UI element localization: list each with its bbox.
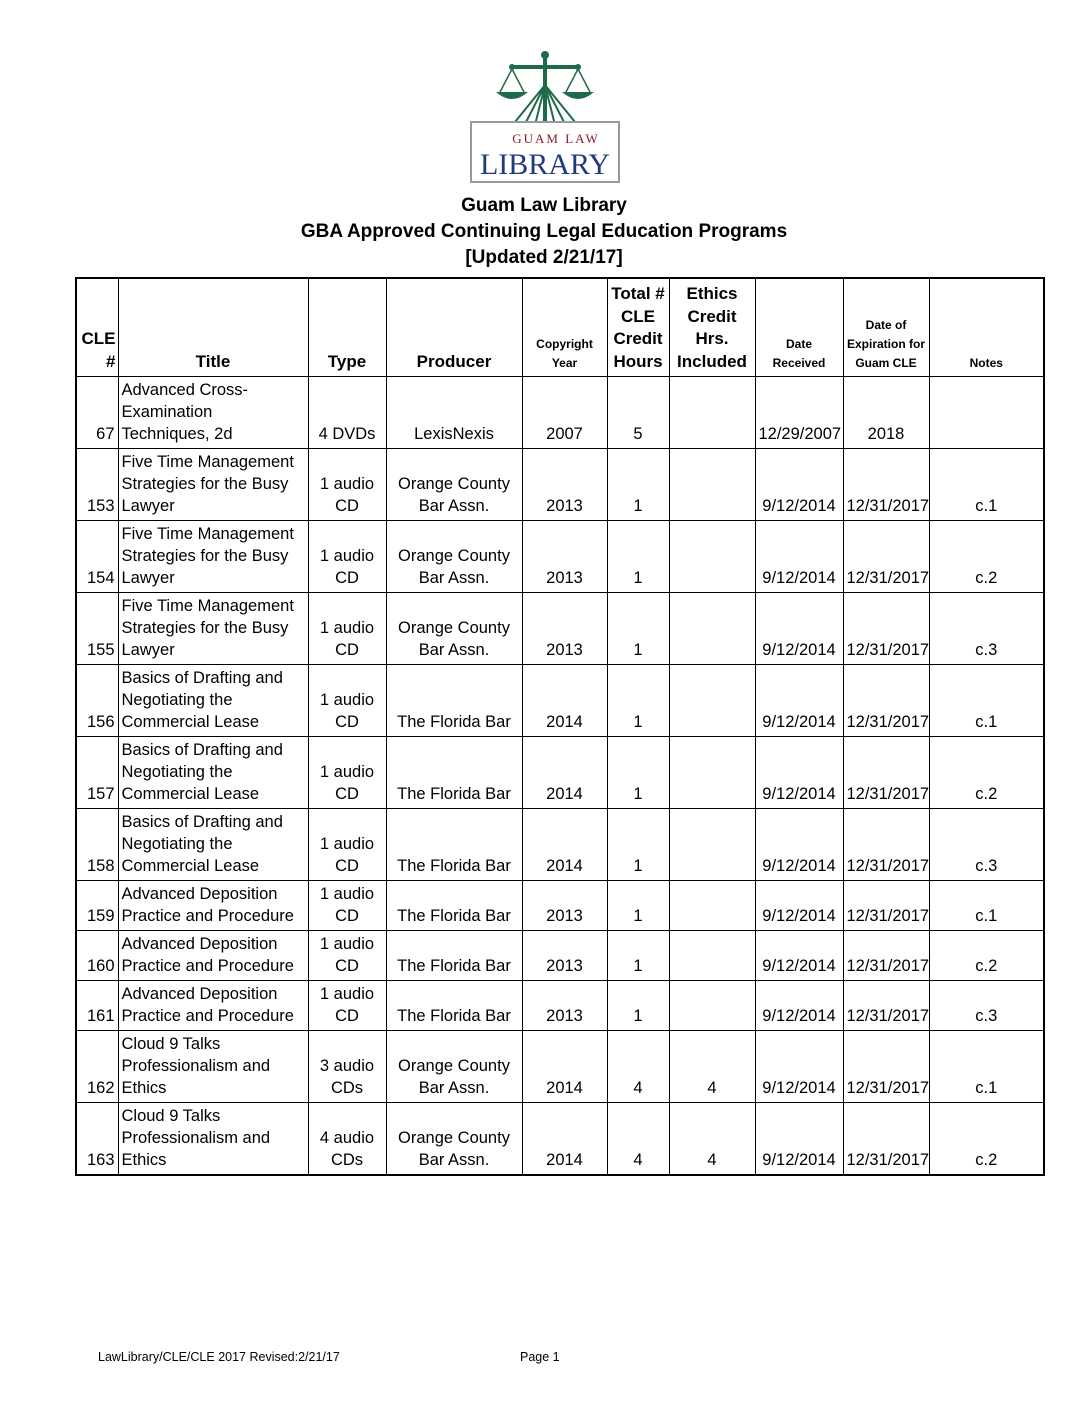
cell-ethics-hours bbox=[669, 931, 755, 981]
cell-cle-number: 163 bbox=[76, 1103, 118, 1176]
cell-producer: The Florida Bar bbox=[386, 931, 522, 981]
cell-copyright-year: 2014 bbox=[522, 665, 607, 737]
cell-ethics-hours bbox=[669, 881, 755, 931]
cell-expiration-date: 12/31/2017 bbox=[843, 1031, 929, 1103]
cell-type: 1 audio CD bbox=[308, 931, 386, 981]
cell-type: 1 audio CD bbox=[308, 665, 386, 737]
cell-copyright-year: 2014 bbox=[522, 737, 607, 809]
guam-law-library-logo bbox=[470, 50, 620, 185]
cell-credit-hours: 1 bbox=[607, 931, 669, 981]
cell-ethics-hours bbox=[669, 521, 755, 593]
cell-notes: c.2 bbox=[929, 931, 1044, 981]
cell-type: 1 audio CD bbox=[308, 593, 386, 665]
cell-copyright-year: 2007 bbox=[522, 377, 607, 449]
cell-date-received: 9/12/2014 bbox=[755, 981, 843, 1031]
cell-cle-number: 162 bbox=[76, 1031, 118, 1103]
cell-title: Basics of Drafting and Negotiating the Commercial Lease bbox=[118, 737, 308, 809]
header-producer: Producer bbox=[386, 278, 522, 377]
cell-ethics-hours bbox=[669, 377, 755, 449]
cell-credit-hours: 1 bbox=[607, 737, 669, 809]
logo-text-top: GUAM LAW bbox=[512, 131, 600, 146]
cell-expiration-date: 12/31/2017 bbox=[843, 449, 929, 521]
table-row bbox=[76, 737, 1044, 809]
cell-cle-number: 160 bbox=[76, 931, 118, 981]
cell-ethics-hours bbox=[669, 981, 755, 1031]
cell-title: Basics of Drafting and Negotiating the Commercial Lease bbox=[118, 665, 308, 737]
cell-notes: c.3 bbox=[929, 593, 1044, 665]
cell-type: 1 audio CD bbox=[308, 737, 386, 809]
cell-copyright-year: 2013 bbox=[522, 593, 607, 665]
cell-date-received: 9/12/2014 bbox=[755, 665, 843, 737]
cell-notes: c.2 bbox=[929, 1103, 1044, 1176]
cell-type: 4 audio CDs bbox=[308, 1103, 386, 1176]
cell-producer: LexisNexis bbox=[386, 377, 522, 449]
cell-cle-number: 155 bbox=[76, 593, 118, 665]
cell-credit-hours: 1 bbox=[607, 449, 669, 521]
cell-title: Cloud 9 Talks Professionalism and Ethics bbox=[118, 1031, 308, 1103]
cell-producer: Orange County Bar Assn. bbox=[386, 1031, 522, 1103]
cell-producer: Orange County Bar Assn. bbox=[386, 1103, 522, 1176]
scales-of-justice-icon bbox=[496, 51, 594, 130]
footer-file-path: LawLibrary/CLE/CLE 2017 Revised:2/21/17 bbox=[98, 1350, 340, 1364]
cell-date-received: 9/12/2014 bbox=[755, 881, 843, 931]
table-body bbox=[76, 377, 1044, 1176]
cell-credit-hours: 1 bbox=[607, 981, 669, 1031]
cell-ethics-hours bbox=[669, 665, 755, 737]
footer-page-number: Page 1 bbox=[520, 1350, 560, 1364]
cell-copyright-year: 2013 bbox=[522, 881, 607, 931]
cell-expiration-date: 12/31/2017 bbox=[843, 665, 929, 737]
cell-notes: c.1 bbox=[929, 665, 1044, 737]
cell-title: Cloud 9 Talks Professionalism and Ethics bbox=[118, 1103, 308, 1176]
cell-expiration-date: 12/31/2017 bbox=[843, 809, 929, 881]
cell-notes: c.2 bbox=[929, 737, 1044, 809]
cell-cle-number: 153 bbox=[76, 449, 118, 521]
cell-credit-hours: 5 bbox=[607, 377, 669, 449]
cell-credit-hours: 1 bbox=[607, 521, 669, 593]
cell-expiration-date: 12/31/2017 bbox=[843, 737, 929, 809]
cell-notes bbox=[929, 377, 1044, 449]
cell-date-received: 9/12/2014 bbox=[755, 931, 843, 981]
cell-copyright-year: 2013 bbox=[522, 931, 607, 981]
cell-cle-number: 161 bbox=[76, 981, 118, 1031]
table-row bbox=[76, 449, 1044, 521]
table-row bbox=[76, 1031, 1044, 1103]
table-row bbox=[76, 1103, 1044, 1176]
cell-date-received: 9/12/2014 bbox=[755, 809, 843, 881]
cell-title: Advanced Deposition Practice and Procedure bbox=[118, 981, 308, 1031]
cell-copyright-year: 2013 bbox=[522, 981, 607, 1031]
cell-cle-number: 154 bbox=[76, 521, 118, 593]
table-row bbox=[76, 377, 1044, 449]
cell-cle-number: 158 bbox=[76, 809, 118, 881]
header-copyright-year: Copyright Year bbox=[522, 278, 607, 377]
table-row bbox=[76, 521, 1044, 593]
cell-notes: c.1 bbox=[929, 449, 1044, 521]
cell-expiration-date: 12/31/2017 bbox=[843, 881, 929, 931]
cell-date-received: 9/12/2014 bbox=[755, 521, 843, 593]
cell-copyright-year: 2013 bbox=[522, 449, 607, 521]
cell-copyright-year: 2013 bbox=[522, 521, 607, 593]
logo-text-bottom: LIBRARY bbox=[479, 148, 611, 181]
table-row bbox=[76, 931, 1044, 981]
cell-copyright-year: 2014 bbox=[522, 809, 607, 881]
cell-date-received: 9/12/2014 bbox=[755, 1031, 843, 1103]
cell-producer: The Florida Bar bbox=[386, 665, 522, 737]
table-header-row bbox=[76, 278, 1044, 377]
cell-producer: The Florida Bar bbox=[386, 881, 522, 931]
cell-title: Five Time Management Strategies for the Busy Lawyer bbox=[118, 521, 308, 593]
cell-credit-hours: 1 bbox=[607, 593, 669, 665]
cell-type: 4 DVDs bbox=[308, 377, 386, 449]
document-updated-date: [Updated 2/21/17] bbox=[465, 247, 623, 268]
cell-type: 1 audio CD bbox=[308, 981, 386, 1031]
cell-producer: Orange County Bar Assn. bbox=[386, 593, 522, 665]
cell-title: Advanced Cross-Examination Techniques, 2d bbox=[118, 377, 308, 449]
cell-date-received: 9/12/2014 bbox=[755, 449, 843, 521]
cell-type: 1 audio CD bbox=[308, 521, 386, 593]
cell-producer: Orange County Bar Assn. bbox=[386, 521, 522, 593]
cell-ethics-hours bbox=[669, 809, 755, 881]
cell-expiration-date: 12/31/2017 bbox=[843, 1103, 929, 1176]
cell-expiration-date: 12/31/2017 bbox=[843, 931, 929, 981]
cell-copyright-year: 2014 bbox=[522, 1103, 607, 1176]
cell-notes: c.3 bbox=[929, 809, 1044, 881]
document-title: Guam Law Library bbox=[461, 195, 627, 216]
cell-notes: c.1 bbox=[929, 1031, 1044, 1103]
cell-expiration-date: 12/31/2017 bbox=[843, 521, 929, 593]
cell-producer: The Florida Bar bbox=[386, 809, 522, 881]
cle-programs-table bbox=[75, 277, 1045, 1176]
cell-cle-number: 156 bbox=[76, 665, 118, 737]
table-row bbox=[76, 593, 1044, 665]
cell-producer: The Florida Bar bbox=[386, 981, 522, 1031]
cell-title: Five Time Management Strategies for the Busy Lawyer bbox=[118, 449, 308, 521]
header-cle-number: CLE # bbox=[76, 278, 118, 377]
cell-title: Five Time Management Strategies for the Busy Lawyer bbox=[118, 593, 308, 665]
table-row bbox=[76, 665, 1044, 737]
cell-producer: Orange County Bar Assn. bbox=[386, 449, 522, 521]
document-subtitle: GBA Approved Continuing Legal Education Programs bbox=[300, 221, 788, 242]
cell-credit-hours: 4 bbox=[607, 1103, 669, 1176]
table-row bbox=[76, 881, 1044, 931]
cell-title: Advanced Deposition Practice and Procedure bbox=[118, 881, 308, 931]
cell-type: 1 audio CD bbox=[308, 809, 386, 881]
cell-ethics-hours bbox=[669, 737, 755, 809]
cell-credit-hours: 4 bbox=[607, 1031, 669, 1103]
header-title: Title bbox=[118, 278, 308, 377]
cell-expiration-date: 12/31/2017 bbox=[843, 981, 929, 1031]
cell-credit-hours: 1 bbox=[607, 881, 669, 931]
cell-cle-number: 67 bbox=[76, 377, 118, 449]
cell-expiration-date: 12/31/2017 bbox=[843, 593, 929, 665]
cell-date-received: 9/12/2014 bbox=[755, 1103, 843, 1176]
cell-date-received: 9/12/2014 bbox=[755, 593, 843, 665]
cell-cle-number: 157 bbox=[76, 737, 118, 809]
cell-type: 1 audio CD bbox=[308, 881, 386, 931]
cell-type: 1 audio CD bbox=[308, 449, 386, 521]
cell-date-received: 9/12/2014 bbox=[755, 737, 843, 809]
cell-ethics-hours: 4 bbox=[669, 1031, 755, 1103]
header-credit-hours: Total # CLE Credit Hours bbox=[607, 278, 669, 377]
header-expiration-date: Date of Expiration for Guam CLE bbox=[843, 278, 929, 377]
table-row bbox=[76, 809, 1044, 881]
cell-notes: c.2 bbox=[929, 521, 1044, 593]
cell-producer: The Florida Bar bbox=[386, 737, 522, 809]
cell-title: Basics of Drafting and Negotiating the Commercial Lease bbox=[118, 809, 308, 881]
header-notes: Notes bbox=[929, 278, 1044, 377]
cell-credit-hours: 1 bbox=[607, 665, 669, 737]
cell-notes: c.1 bbox=[929, 881, 1044, 931]
table-row bbox=[76, 981, 1044, 1031]
cell-cle-number: 159 bbox=[76, 881, 118, 931]
header-ethics-hours: Ethics Credit Hrs. Included bbox=[669, 278, 755, 377]
header-type: Type bbox=[308, 278, 386, 377]
cell-ethics-hours bbox=[669, 593, 755, 665]
cell-expiration-date: 2018 bbox=[843, 377, 929, 449]
cell-copyright-year: 2014 bbox=[522, 1031, 607, 1103]
cell-ethics-hours: 4 bbox=[669, 1103, 755, 1176]
cell-title: Advanced Deposition Practice and Procedure bbox=[118, 931, 308, 981]
cell-notes: c.3 bbox=[929, 981, 1044, 1031]
cell-type: 3 audio CDs bbox=[308, 1031, 386, 1103]
cell-ethics-hours bbox=[669, 449, 755, 521]
header-date-received: Date Received bbox=[755, 278, 843, 377]
cell-date-received: 12/29/2007 bbox=[755, 377, 843, 449]
cell-credit-hours: 1 bbox=[607, 809, 669, 881]
